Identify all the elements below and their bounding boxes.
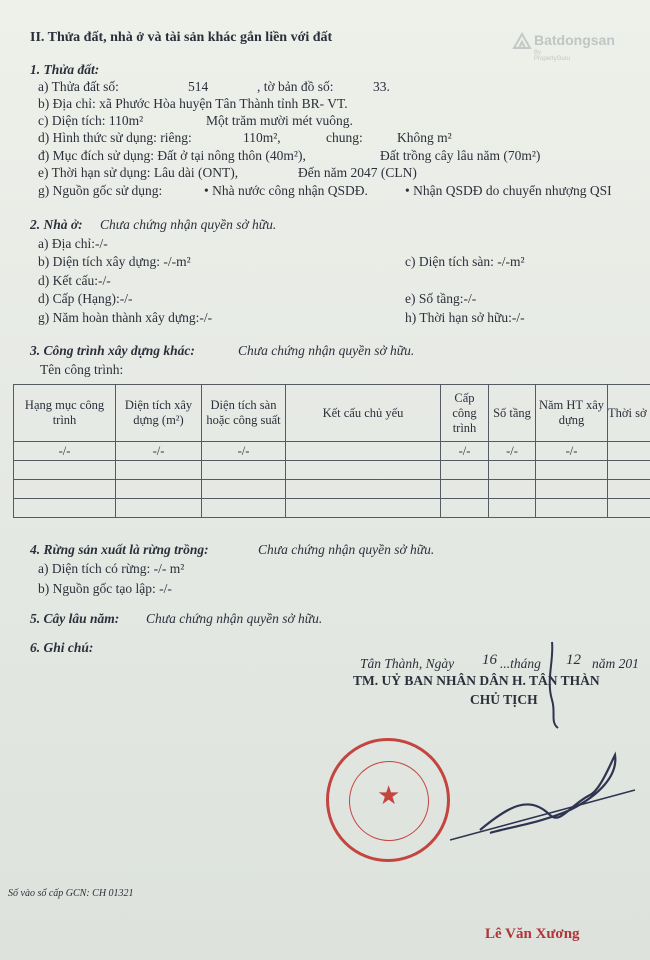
watermark-icon [512,30,532,50]
watermark-sub: By PropertyGuru [534,50,571,62]
land-area: c) Diện tích: 110m² [38,113,144,128]
signer-name: Lê Văn Xương [485,926,580,942]
registry-number: Số vào sổ cấp GCN: CH 01321 [8,888,134,899]
sign-role: CHỦ TỊCH [470,692,538,707]
table-header-cell: Kết cấu chủ yếu [286,385,441,442]
signature-flourish [532,640,572,730]
table-header-cell: Thời sở [608,385,650,442]
works-status: Chưa chứng nhận quyền sở hữu. [238,343,415,358]
origin-2: • Nhận QSDĐ do chuyển nhượng QSI [405,183,612,198]
table-cell: -/- [536,442,608,461]
house-heading: 2. Nhà ở: [30,217,83,232]
table-header-row [14,385,650,442]
watermark-name: Batdongsan [534,32,615,48]
signature [420,735,640,845]
trees-status: Chưa chứng nhận quyền sở hữu. [146,611,323,626]
house-floors: e) Số tầng:-/- [405,291,477,306]
table-header-cell: Hạng mục công trình [14,385,116,442]
sign-year: năm 201 [592,656,639,671]
table-header-cell: Số tầng [489,385,536,442]
forest-origin: b) Nguồn gốc tạo lập: -/- [38,581,172,596]
origin-1: • Nhà nước công nhận QSDĐ. [204,183,368,198]
land-address: b) Địa chỉ: xã Phước Hòa huyện Tân Thành tỉnh BR- VT. [38,96,348,111]
land-purpose-2: Đất trồng cây lâu năm (70m²) [380,148,541,163]
house-grade: d) Cấp (Hạng):-/- [38,291,133,306]
land-heading: 1. Thửa đất: [30,62,100,77]
table-header-cell: Diện tích sàn hoặc công suất [202,385,286,442]
watermark-logo [512,30,615,62]
table-header-cell: Năm HT xây dựng [536,385,608,442]
map-number: 33. [373,79,390,94]
land-area-words: Một trăm mười mét vuông. [206,113,353,128]
notes-heading: 6. Ghi chú: [30,640,94,655]
house-year: g) Năm hoàn thành xây dựng:-/- [38,310,213,325]
house-address: a) Địa chỉ:-/- [38,236,108,251]
house-term: h) Thời hạn sở hữu:-/- [405,310,525,325]
land-term: e) Thời hạn sử dụng: Lâu dài (ONT), [38,165,239,180]
table-cell [286,442,441,461]
sign-month-label: ...tháng [500,656,541,671]
section-title: II. Thửa đất, nhà ở và tài sản khác gắn liền với đất [30,30,333,45]
table-row [14,499,650,518]
sign-place-date: Tân Thành, Ngày [360,656,455,671]
sign-month: 12 [566,652,581,668]
table-row [14,442,650,461]
land-term-2: Đến năm 2047 (CLN) [298,165,417,180]
parcel-number: 514 [188,79,209,94]
table-cell: -/- [202,442,286,461]
works-heading: 3. Công trình xây dựng khác: [30,343,195,358]
table-cell: -/- [116,442,202,461]
forest-heading: 4. Rừng sản xuất là rừng trồng: [30,542,209,557]
table-cell: -/- [14,442,116,461]
land-purpose: đ) Mục đích sử dụng: Đất ở tại nông thôn (40m²), [38,148,306,163]
table-cell [608,442,650,461]
sign-org: TM. UỶ BAN NHÂN DÂN H. TÂN THÀN [353,673,600,688]
sign-day: 16 [482,652,497,668]
usage-private: 110m², [243,130,281,145]
origin-label: g) Nguồn gốc sử dụng: [38,183,163,198]
trees-heading: 5. Cây lâu năm: [30,611,120,626]
map-label: , tờ bản đồ số: [257,79,334,94]
table-header-cell: Cấp công trình [441,385,489,442]
forest-area: a) Diện tích có rừng: -/- m² [38,561,185,576]
house-status: Chưa chứng nhận quyền sở hữu. [100,217,277,232]
works-name-label: Tên công trình: [40,362,124,377]
table-row [14,461,650,480]
usage-shared: Không m² [397,130,452,145]
parcel-label: a) Thửa đất số: [38,79,119,94]
house-structure: d) Kết cấu:-/- [38,273,111,288]
house-floor-area: c) Diện tích sàn: -/-m² [405,254,525,269]
usage-form: d) Hình thức sử dụng: riêng: [38,130,192,145]
table-row [14,480,650,499]
works-table [13,384,650,518]
forest-status: Chưa chứng nhận quyền sở hữu. [258,542,435,557]
table-header-cell: Diện tích xây dựng (m²) [116,385,202,442]
house-build-area: b) Diện tích xây dựng: -/-m² [38,254,191,269]
table-cell: -/- [441,442,489,461]
usage-shared-label: chung: [326,130,363,145]
seal-star-icon: ★ [377,781,401,810]
table-cell: -/- [489,442,536,461]
